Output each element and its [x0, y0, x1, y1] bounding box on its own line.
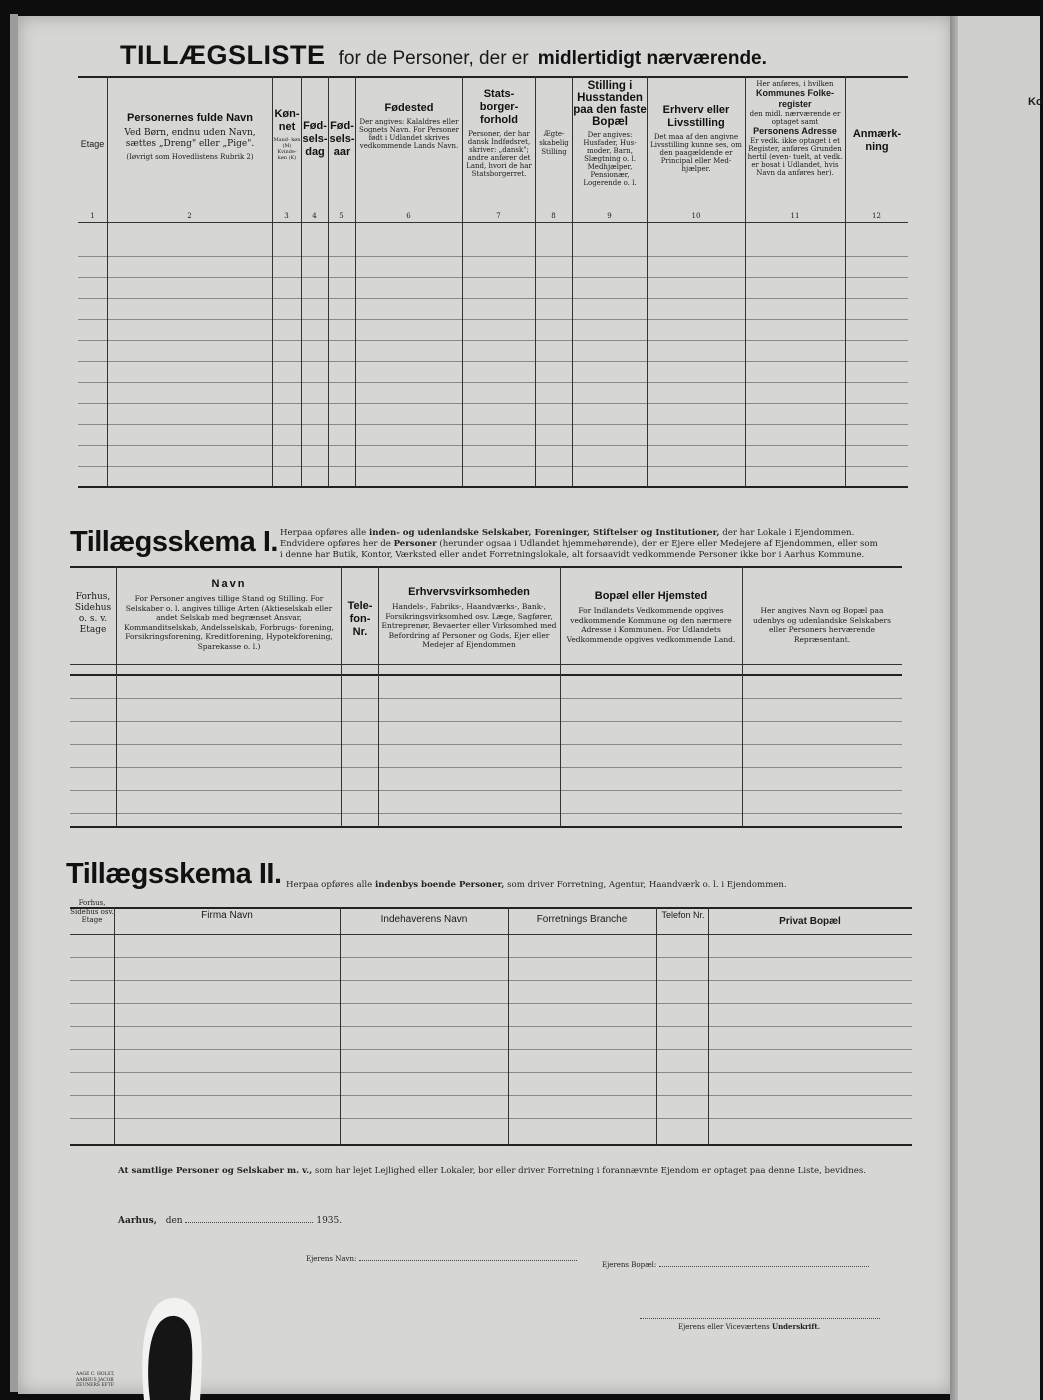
- ruled-line: [70, 1072, 912, 1073]
- col-registry: Her anføres, i hvilken Kommunes Folke- register den midl. nærværende er optaget samt Personens Adresse Er vedk. ikke optaget i et Register, anføres Grunden hertil (even- tuelt, at vedk. er bosat i Udlandet, hvis Navn da anføres her).: [747, 80, 843, 177]
- colnum: 4: [312, 212, 317, 220]
- ruled-line: [78, 424, 908, 425]
- col-marital: Ægte- skabelig Stilling: [539, 130, 569, 156]
- s2-col-firm: Firma Navn: [201, 910, 253, 921]
- ruled-line: [70, 767, 902, 768]
- col-occupation: Erhverv eller Livsstilling Det maa af den angivne Livsstilling kunne ses, om den paagældende er Principal eller Med- hjælper.: [650, 104, 742, 173]
- skema1-title: Tillægsskema I.: [70, 526, 278, 558]
- ruled-line: [78, 319, 908, 320]
- col-gender: Køn- net Mand- køn (M) Kvinde- køn (K): [273, 108, 301, 161]
- colnum: 1: [90, 212, 95, 220]
- facing-page: Ko: [958, 16, 1040, 1400]
- colnum: 12: [872, 212, 881, 220]
- owner-residence-field[interactable]: Ejerens Bopæl:: [602, 1258, 869, 1269]
- ruled-line: [70, 1095, 912, 1096]
- ruled-line: [70, 980, 912, 981]
- main-title: [120, 40, 767, 71]
- ruled-line: [78, 256, 908, 257]
- ruled-line: [78, 298, 908, 299]
- ruled-line: [70, 744, 902, 745]
- ruled-line: [78, 361, 908, 362]
- signature-label: Ejerens eller Viceværtens Underskrift.: [678, 1322, 821, 1331]
- skema2-description: Herpaa opføres alle indenbys boende Personer, som driver Forretning, Agentur, Haandværk o. l. i Ejendommen.: [286, 880, 787, 890]
- s1-col-phone: Tele- fon- Nr.: [347, 600, 373, 638]
- colnum: 10: [691, 212, 701, 220]
- colnum: 11: [790, 212, 800, 220]
- title-end: midlertidigt nærværende.: [537, 48, 767, 69]
- ruled-line: [78, 403, 908, 404]
- col-birthplace: Fødested Der angives: Kalaldres eller Sognets Navn. For Personer født i Udlandet skrives vedkommende Lands Navn.: [359, 102, 459, 150]
- col-birthday: Fød- sels- dag: [302, 120, 328, 158]
- ruled-line: [70, 1026, 912, 1027]
- col-remarks: Anmærk- ning: [852, 128, 902, 153]
- page-edge: [10, 14, 18, 1392]
- col-citizenship: Stats- borger- forhold Personer, der har dansk Indfødsret, skriver: „dansk"; andre anfører det Land, hvori de har Statsborgerret.: [466, 88, 532, 178]
- ruled-line: [70, 1118, 912, 1119]
- ruled-line: [70, 698, 902, 699]
- colnum: 3: [284, 212, 289, 220]
- col-etage: Etage: [80, 139, 105, 149]
- colnum: 6: [406, 212, 411, 220]
- s2-col-private-residence: Privat Bopæl: [779, 916, 841, 927]
- ruled-line: [70, 1049, 912, 1050]
- colnum: 8: [551, 212, 556, 220]
- ruled-line: [78, 445, 908, 446]
- ruled-line: [70, 721, 902, 722]
- skema1-description: Herpaa opføres alle inden- og udenlandske Selskaber, Foreninger, Stiftelser og Institutioner, der har Lokale i Ejendommen. Endvidere opføres her de Personer (herunder ogsaa i Udlandet hjemmehørende), der er Ejere eller Medejere af Ejendommen, eller som i denne har Butik, Kontor, Værksted eller andet Forretningslokale, alt forsaavidt vedkommende Personer ikke bor i Aarhus Kommune.: [280, 528, 878, 560]
- s2-col-phone: Telefon Nr.: [661, 910, 705, 920]
- s1-col-representative: Her angives Navn og Bopæl paa udenbys og udenlandske Selskabers eller Personers herværende Repræsentant.: [752, 606, 891, 644]
- document-page: [18, 16, 953, 1394]
- skema2-title: Tillægsskema II.: [66, 858, 282, 890]
- col-household: Stilling i Husstanden paa den faste Bopæl Der angives: Husfader, Hus- moder, Barn, Slægtning o. l. Medhjælper, Pensionær, Logerende o. l.: [573, 80, 647, 187]
- ruled-line: [70, 1003, 912, 1004]
- certification-text: At samtlige Personer og Selskaber m. v., som har lejet Lejlighed eller Lokaler, bor eller driver Forretning i forannævnte Ejendom er optaget paa denne Liste, bevidnes.: [118, 1166, 867, 1176]
- colnum: 5: [339, 212, 344, 220]
- s1-col-floor: Forhus, Sidehus o. s. v. Etage: [74, 592, 112, 635]
- s2-col-floor: Forhus, Sidehus osv. Etage: [70, 899, 114, 924]
- ruled-line: [78, 382, 908, 383]
- s2-col-branch: Forretnings Branche: [536, 914, 628, 925]
- s1-col-residence: Bopæl eller Hjemsted For Indlandets Vedkommende opgives vedkommende Kommune og den nærmere Adresse i Kommunen. For Udlandets Vedkommende opgives vedkommende Land.: [566, 590, 736, 644]
- s2-col-owner: Indehaverens Navn: [380, 914, 468, 925]
- s1-col-name: Navn For Personer angives tillige Stand og Stilling. For Selskaber o. l. angives tillige Arten (Aktieselskab eller andet Selskab med begrænset Ansvar, Kommanditselskab, Andelsselskab, Forbrugs- forening, Forsikringsforening, Kreditforening, Hypotekforening, Sparekasse o. l.): [124, 578, 334, 651]
- title-main: TILLÆGSLISTE: [120, 40, 326, 70]
- ruled-line: [78, 466, 908, 467]
- s1-col-business: Erhvervsvirksomheden Handels-, Fabriks-, Haandværks-, Bank-, Forsikringsvirksomhed osv. Læge, Sagfører, Entreprenør, Bevaerter eller Virksomhed med Befordring af Personer og Gods, Ejer eller Medejer af Ejendommen: [381, 586, 557, 649]
- col-names: Personernes fulde Navn Ved Børn, endnu uden Navn, sættes „Dreng" eller „Pige". (Iøvrigt som Hovedlistens Rubrik 2): [124, 112, 256, 161]
- ruled-line: [70, 813, 902, 814]
- col-birthyear: Fød- sels- aar: [329, 120, 355, 158]
- printer-imprint: AAGE C. HOLST, AARHUS JACOB ZEUNERS EFTF.: [76, 1372, 115, 1388]
- date-line: Aarhus, den 1935.: [118, 1216, 343, 1226]
- thumb-image: [130, 1290, 220, 1400]
- colnum: 9: [607, 212, 612, 220]
- ruled-line: [70, 957, 912, 958]
- title-middle: for de Personer, der er: [338, 48, 529, 69]
- ruled-line: [78, 277, 908, 278]
- colnum: 7: [496, 212, 501, 220]
- owner-name-field[interactable]: Ejerens Navn:: [306, 1252, 577, 1263]
- ruled-line: [78, 340, 908, 341]
- ruled-line: [70, 790, 902, 791]
- colnum: 2: [187, 212, 192, 220]
